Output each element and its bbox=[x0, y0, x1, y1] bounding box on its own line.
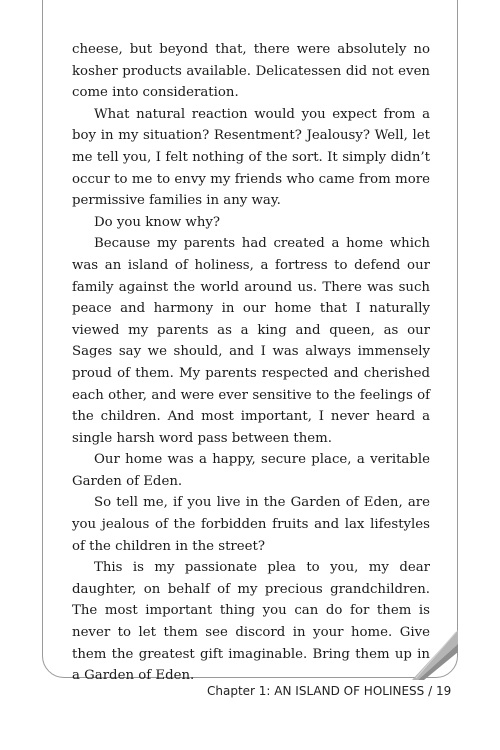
body-text bbox=[72, 39, 430, 687]
page-footer: Chapter 1: AN ISLAND OF HOLINESS / 19 bbox=[207, 684, 452, 698]
paragraph: This is my passionate plea to you, my dear daughter, on behalf of my precious grandchildren. The most important thing you can do for them is never to let them see discord in your home. Give them the greatest gift imaginable. Bring them up in a Garden of Eden. bbox=[72, 560, 430, 684]
paragraph: So tell me, if you live in the Garden of Eden, are you jealous of the forbidden fruits and lax lifestyles of the children in the street? bbox=[72, 495, 430, 554]
paragraph: What natural reaction would you expect from a boy in my situation? Resentment? Jealousy? Well, let me tell you, I felt nothing of the sort. It simply didn’t occur to me to envy my friends who came from more permissive families in any way. bbox=[72, 106, 430, 209]
paragraph: Our home was a happy, secure place, a veritable Garden of Eden. bbox=[72, 452, 430, 489]
paragraph: Because my parents had created a home which was an island of holiness, a fortress to defend our family against the world around us. There was such peace and harmony in our home that I naturally viewed my parents as a king and queen, as our Sages say we should, and I was always immensely proud of them. My parents respected and cherished each other, and were ever sensitive to the feelings of the children. And most important, I never heard a single harsh word pass between them. bbox=[72, 236, 430, 446]
paragraph: Do you know why? bbox=[94, 214, 221, 230]
paragraph: cheese, but beyond that, there were absolutely no kosher products available. Delicatessen did not even come into consideration. bbox=[72, 42, 430, 101]
